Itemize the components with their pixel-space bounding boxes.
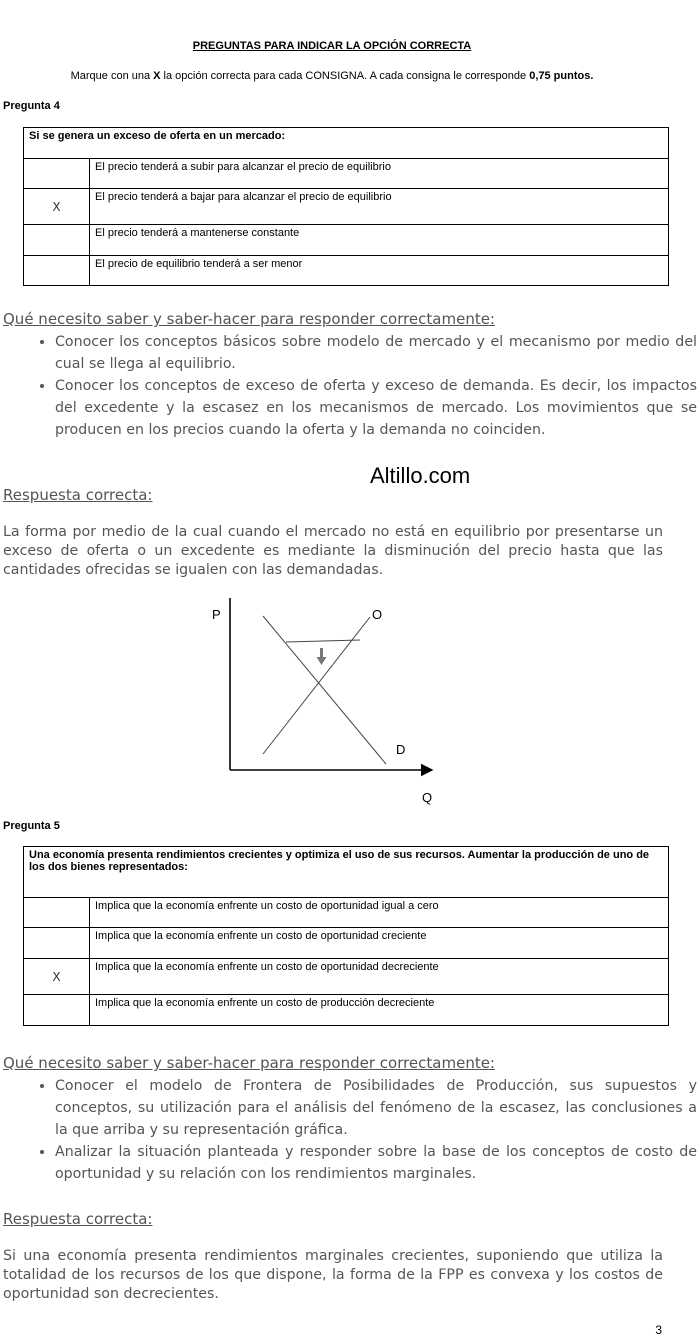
list-item: • Conocer el modelo de Frontera de Posibilidades de Producción, sus supuestos y conceptos, su utilización para el análisis del fenómeno de la escasez, las conclusiones a la que arriba y su representación gráfica. [55, 1075, 697, 1141]
option-mark[interactable] [24, 898, 90, 928]
question-5-label: Pregunta 5 [3, 820, 60, 832]
q5-need-heading: Qué necesito saber y saber-hacer para responder correctamente: [3, 1054, 495, 1072]
option-text: El precio de equilibrio tenderá a ser menor [90, 256, 669, 286]
option-text: El precio tenderá a bajar para alcanzar el precio de equilibrio [90, 189, 669, 225]
instructions-points: 0,75 puntos. [529, 70, 594, 82]
q5-answer-text: Si una economía presenta rendimientos marginales crecientes, suponiendo que utiliza la totalidad de los recursos de los que dispone, la forma de la FPP es convexa y los costos de oportunidad son decrecientes. [3, 1248, 663, 1302]
option-mark[interactable] [24, 225, 90, 256]
excess-supply-line [286, 640, 360, 642]
page-title: PREGUNTAS PARA INDICAR LA OPCIÓN CORRECTA [192, 40, 472, 52]
option-row [24, 189, 669, 225]
option-row [24, 898, 669, 928]
option-mark[interactable]: X [24, 959, 90, 995]
question-5-table [23, 846, 669, 1026]
instructions-mid: la opción correcta para cada CONSIGNA. A cada consigna le corresponde [160, 70, 530, 82]
option-text: Implica que la economía enfrente un costo de oportunidad decreciente [90, 959, 669, 995]
q5-answer-heading: Respuesta correcta: [3, 1210, 153, 1228]
list-item: • Conocer los conceptos básicos sobre modelo de mercado y el mecanismo por medio del cual se llega al equilibrio. [55, 331, 697, 375]
question-4-label: Pregunta 4 [3, 100, 60, 112]
supply-label: O [372, 607, 383, 622]
option-mark[interactable]: X [24, 189, 90, 225]
option-row [24, 959, 669, 995]
option-text: Implica que la economía enfrente un costo de oportunidad igual a cero [90, 898, 669, 928]
q4-answer-heading: Respuesta correcta: [3, 486, 153, 504]
question-4-statement: Si se genera un exceso de oferta en un mercado: [24, 128, 669, 159]
q4-need-heading: Qué necesito saber y saber-hacer para responder correctamente: [3, 310, 495, 328]
price-down-arrow-icon [317, 648, 327, 665]
instructions [0, 70, 664, 82]
q5-bullet-list [20, 1075, 697, 1185]
supply-demand-diagram [200, 592, 450, 812]
option-mark[interactable] [24, 928, 90, 959]
list-item: • Conocer los conceptos de exceso de oferta y exceso de demanda. Es decir, los impactos del excedente y la escasez en los mecanismos de mercado. Los movimientos que se producen en los precios cuando la oferta y la demanda no coinciden. [55, 375, 697, 441]
option-text: El precio tenderá a subir para alcanzar el precio de equilibrio [90, 159, 669, 189]
option-text: Implica que la economía enfrente un costo de oportunidad creciente [90, 928, 669, 959]
instructions-pre: Marque con una [70, 70, 154, 82]
question-5-statement: Una economía presenta rendimientos crecientes y optimiza el uso de sus recursos. Aumentar la producción de uno de los dos bienes representados: [24, 847, 669, 898]
option-row [24, 928, 669, 959]
page-number: 3 [655, 1323, 662, 1337]
option-mark[interactable] [24, 256, 90, 286]
list-item: • Analizar la situación planteada y responder sobre la base de los conceptos de costo de oportunidad y su relación con los rendimientos marginales. [55, 1141, 697, 1185]
option-mark[interactable] [24, 159, 90, 189]
watermark: Altillo.com [370, 463, 471, 488]
option-text: Implica que la economía enfrente un costo de producción decreciente [90, 995, 669, 1026]
demand-label: D [396, 742, 406, 757]
option-row [24, 995, 669, 1026]
option-row [24, 256, 669, 286]
option-mark[interactable] [24, 995, 90, 1026]
option-text: El precio tenderá a mantenerse constante [90, 225, 669, 256]
x-axis-label: Q [422, 790, 433, 805]
option-row [24, 225, 669, 256]
option-row [24, 159, 669, 189]
y-axis-label: P [212, 607, 221, 622]
instructions-x: X [153, 70, 161, 82]
q4-bullet-list [20, 331, 697, 441]
question-4-table [23, 127, 669, 286]
q4-answer-text: La forma por medio de la cual cuando el mercado no está en equilibrio por presentarse un exceso de oferta o un excedente es mediante la disminución del precio hasta que las cantidades ofrecidas se igualen con las demandadas. [3, 524, 663, 578]
supply-curve [263, 617, 370, 754]
demand-curve [263, 616, 386, 764]
